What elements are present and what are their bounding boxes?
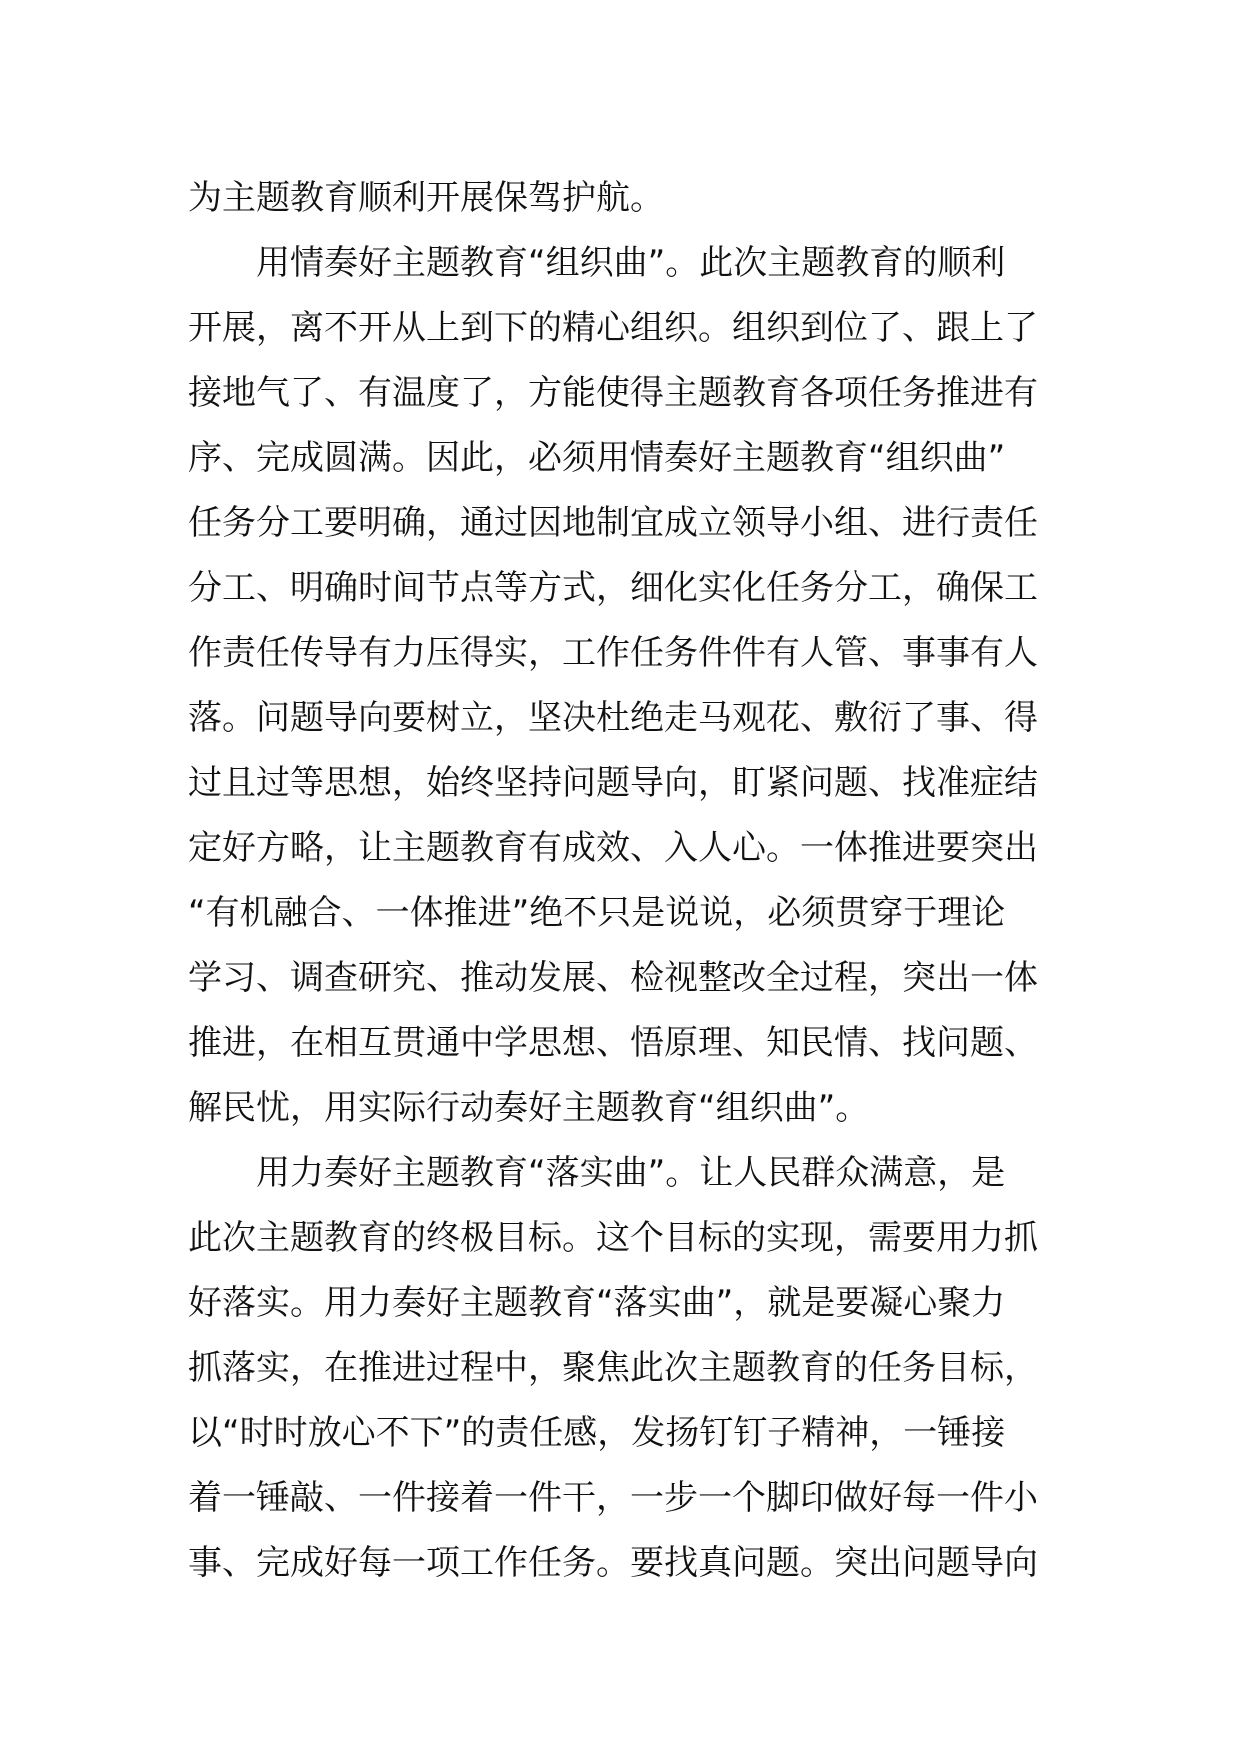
text-line: 着一锤敲、一件接着一件干，一步一个脚印做好每一件小	[188, 1478, 1038, 1518]
text-line: 学习、调查研究、推动发展、检视整改全过程，突出一体	[188, 958, 1038, 998]
text-line: 作责任传导有力压得实，工作任务件件有人管、事事有人	[188, 633, 1038, 673]
text-line: 事、完成好每一项工作任务。要找真问题。突出问题导向	[188, 1543, 1038, 1583]
text-line: 分工、明确时间节点等方式，细化实化任务分工，确保工	[188, 568, 1038, 608]
text-line: 此次主题教育的终极目标。这个目标的实现，需要用力抓	[188, 1218, 1038, 1258]
text-line: “有机融合、一体推进”绝不只是说说，必须贯穿于理论	[188, 893, 1006, 933]
text-line: 好落实。用力奏好主题教育“落实曲”，就是要凝心聚力	[188, 1283, 1006, 1323]
text-line: 定好方略，让主题教育有成效、入人心。一体推进要突出	[188, 828, 1038, 868]
text-line: 序、完成圆满。因此，必须用情奏好主题教育“组织曲”	[188, 438, 1006, 478]
text-line: 落。问题导向要树立，坚决杜绝走马观花、敷衍了事、得	[188, 698, 1038, 738]
body-text	[188, 166, 1053, 1596]
paragraph-start-line: 用力奏好主题教育“落实曲”。让人民群众满意，是	[256, 1153, 1006, 1193]
paragraph-start-line: 用情奏好主题教育“组织曲”。此次主题教育的顺利	[256, 243, 1006, 283]
text-line: 解民忧，用实际行动奏好主题教育“组织曲”。	[188, 1088, 870, 1128]
text-line: 抓落实，在推进过程中，聚焦此次主题教育的任务目标，	[188, 1348, 1038, 1388]
text-line: 为主题教育顺利开展保驾护航。	[188, 178, 664, 218]
text-line: 接地气了、有温度了，方能使得主题教育各项任务推进有	[188, 373, 1038, 413]
text-line: 推进，在相互贯通中学思想、悟原理、知民情、找问题、	[188, 1023, 1038, 1063]
text-line: 开展，离不开从上到下的精心组织。组织到位了、跟上了	[188, 308, 1038, 348]
text-line: 以“时时放心不下”的责任感，发扬钉钉子精神，一锤接	[188, 1413, 1006, 1453]
text-line: 任务分工要明确，通过因地制宜成立领导小组、进行责任	[188, 503, 1038, 543]
text-line: 过且过等思想，始终坚持问题导向，盯紧问题、找准症结	[188, 763, 1038, 803]
